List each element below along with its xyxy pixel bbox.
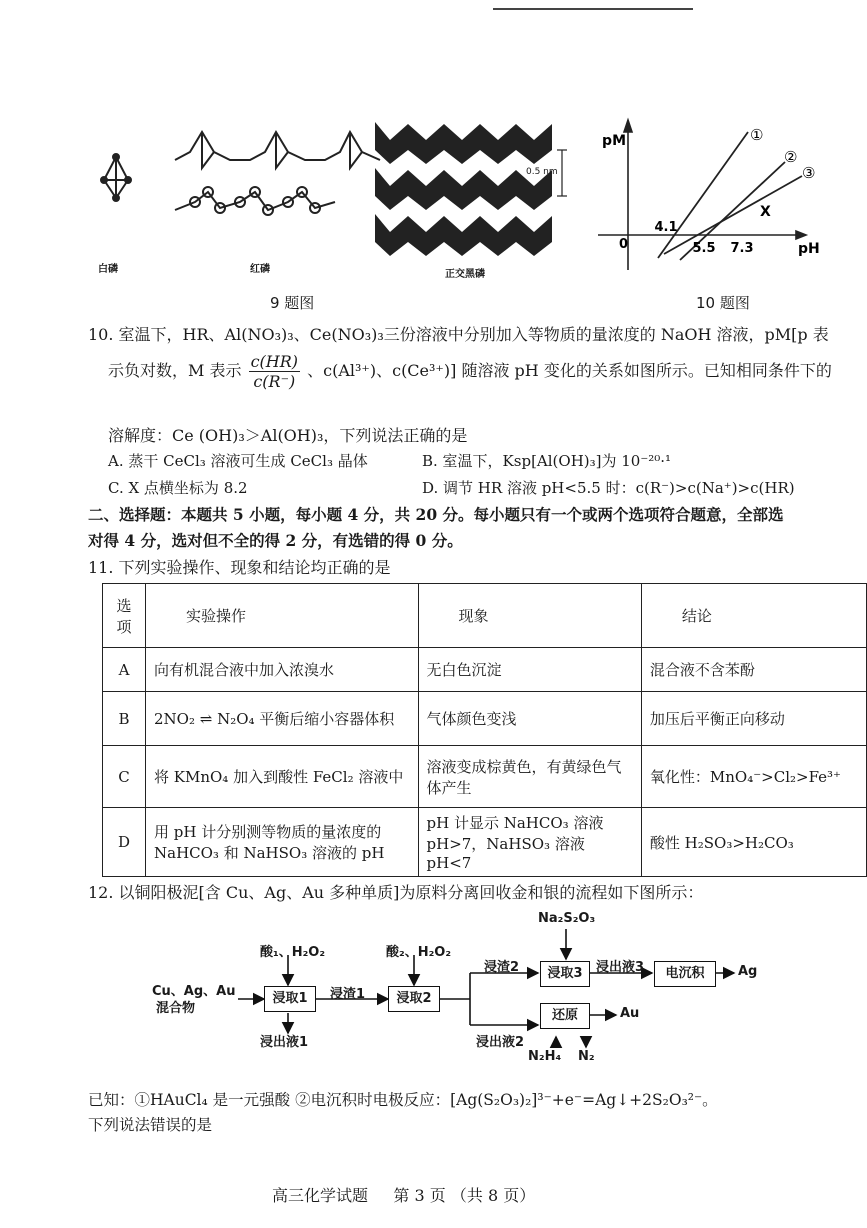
top-rule (493, 8, 693, 10)
table-row (103, 648, 867, 692)
figure-9-caption: 9 题图 (270, 294, 315, 312)
header-option: 选项 (103, 584, 146, 648)
row-b-conclusion: 加压后平衡正向移动 (641, 692, 866, 746)
red-phosphorus-label: 红磷 (250, 264, 270, 275)
row-b-operation: 2NO₂ ⇌ N₂O₄ 平衡后缩小容器体积 (146, 692, 419, 746)
q10-line2 (108, 352, 832, 391)
q11-stem: 11. 下列实验操作、现象和结论均正确的是 (88, 558, 391, 577)
line-2-label: ② (784, 148, 798, 166)
tick-4-1: 4.1 (654, 220, 678, 235)
filtrate2-label: 浸出液2 (476, 1035, 525, 1050)
q10-option-d: D. 调节 HR 溶液 pH<5.5 时：c(R⁻)>c(Na⁺)>c(HR) (422, 479, 795, 497)
q10-line1: 10. 室温下，HR、Al(NO₃)₃、Ce(NO₃)₃三份溶液中分别加入等物质的量浓度的 NaOH 溶液，pM[p 表 (88, 325, 829, 344)
figure-10-caption: 10 题图 (696, 294, 750, 312)
table-row (103, 808, 867, 877)
q10-line2-b: 、c(Al³⁺)、c(Ce³⁺)] 随溶液 pH 变化的关系如图所示。已知相同条件下的 (307, 361, 832, 380)
red-phosphorus-chain (175, 132, 380, 215)
section2-line1: 二、选择题：本题共 5 小题，每小题 4 分，共 20 分。每小题只有一个或两个选项符合题意，全部选 (88, 505, 784, 524)
row-c-option: C (103, 746, 146, 808)
q12-ask: 下列说法错误的是 (88, 1116, 213, 1134)
row-b-phenomenon: 气体颜色变浅 (418, 692, 641, 746)
leach1-box: 浸取1 (264, 986, 316, 1012)
filtrate3-label: 浸出液3 (596, 960, 645, 975)
q10-frac-den: c(R⁻) (253, 372, 296, 391)
acid1-label: 酸₁、H₂O₂ (260, 945, 326, 960)
reduce-box: 还原 (540, 1003, 590, 1029)
figure-10 (590, 110, 830, 285)
figure-9-drawing (90, 110, 580, 285)
row-b-option: B (103, 692, 146, 746)
feed-label-2: 混合物 (156, 1001, 196, 1016)
electro-box: 电沉积 (654, 961, 716, 987)
x-axis-label: pH (798, 241, 820, 257)
y-axis-label: pM (602, 133, 626, 149)
header-operation: 实验操作 (146, 584, 419, 648)
row-a-conclusion: 混合液不含苯酚 (641, 648, 866, 692)
q10-frac-num: c(HR) (250, 352, 299, 371)
table-header-row (103, 584, 867, 648)
n2-label: N₂ (578, 1049, 595, 1064)
point-x-label: X (760, 204, 771, 220)
row-a-option: A (103, 648, 146, 692)
residue2-label: 浸渣2 (484, 960, 520, 975)
table-row (103, 746, 867, 808)
flowchart-arrows (150, 905, 790, 1070)
black-phosphorus-layers (375, 122, 567, 256)
black-phosphorus-label: 正交黑磷 (445, 269, 485, 280)
acid2-label: 酸₂、H₂O₂ (386, 945, 452, 960)
row-d-operation: 用 pH 计分别测等物质的量浓度的 NaHCO₃ 和 NaHSO₃ 溶液的 pH (146, 808, 419, 877)
row-d-phenomenon: pH 计显示 NaHCO₃ 溶液 pH>7，NaHSO₃ 溶液 pH<7 (418, 808, 641, 877)
q12-known: 已知：①HAuCl₄ 是一元强酸 ②电沉积时电极反应：[Ag(S₂O₃)₂]³⁻+e⁻=Ag↓+2S₂O₃²⁻。 (88, 1091, 718, 1109)
row-c-conclusion: 氧化性：MnO₄⁻>Cl₂>Fe³⁺ (641, 746, 866, 808)
q10-line2-a: 示负对数，M 表示 (108, 361, 242, 380)
row-c-phenomenon: 溶液变成棕黄色，有黄绿色气体产生 (418, 746, 641, 808)
filtrate1-label: 浸出液1 (260, 1035, 309, 1050)
figure-9 (90, 110, 580, 285)
row-d-option: D (103, 808, 146, 877)
line-1-label: ① (750, 126, 764, 144)
leach3-box: 浸取3 (540, 961, 590, 987)
header-conclusion: 结论 (641, 584, 866, 648)
residue1-label: 浸渣1 (330, 987, 366, 1002)
q10-option-b: B. 室温下，Ksp[Al(OH)₃]为 10⁻²⁰·¹ (422, 452, 672, 470)
q12-flowchart (150, 905, 790, 1070)
leach2-box: 浸取2 (388, 986, 440, 1012)
row-d-conclusion: 酸性 H₂SO₃>H₂CO₃ (641, 808, 866, 877)
white-phosphorus-molecule (101, 154, 131, 201)
feed-label: Cu、Ag、Au (152, 984, 236, 999)
q12-stem: 12. 以铜阳极泥[含 Cu、Ag、Au 多种单质]为原料分离回收金和银的流程如下图所示： (88, 883, 704, 902)
table-row (103, 692, 867, 746)
row-c-operation: 将 KMnO₄ 加入到酸性 FeCl₂ 溶液中 (146, 746, 419, 808)
q10-line3: 溶解度：Ce (OH)₃＞Al(OH)₃，下列说法正确的是 (108, 426, 468, 445)
thio-label: Na₂S₂O₃ (538, 911, 596, 926)
line-3-label: ③ (802, 164, 816, 182)
figure-10-graph (590, 110, 830, 285)
row-a-operation: 向有机混合液中加入浓溴水 (146, 648, 419, 692)
white-phosphorus-label: 白磷 (98, 264, 118, 275)
q10-option-a: A. 蒸干 CeCl₃ 溶液可生成 CeCl₃ 晶体 (108, 452, 368, 470)
header-phenomenon: 现象 (418, 584, 641, 648)
black-phosphorus-scale: 0.5 nm (526, 167, 558, 177)
q10-option-c: C. X 点横坐标为 8.2 (108, 479, 248, 497)
section2-line2: 对得 4 分，选对但不全的得 2 分，有选错的得 0 分。 (88, 531, 463, 550)
row-a-phenomenon: 无白色沉淀 (418, 648, 641, 692)
q11-table (102, 583, 867, 877)
tick-5-5: 5.5 (692, 241, 716, 256)
q10-fraction (249, 352, 300, 391)
tick-7-3: 7.3 (730, 241, 754, 256)
n2h4-label: N₂H₄ (528, 1049, 562, 1064)
origin-label: 0 (618, 237, 628, 252)
au-label: Au (620, 1006, 640, 1021)
page-footer: 高三化学试题 第 3 页 （共 8 页） (272, 1186, 536, 1205)
ag-label: Ag (738, 964, 758, 979)
